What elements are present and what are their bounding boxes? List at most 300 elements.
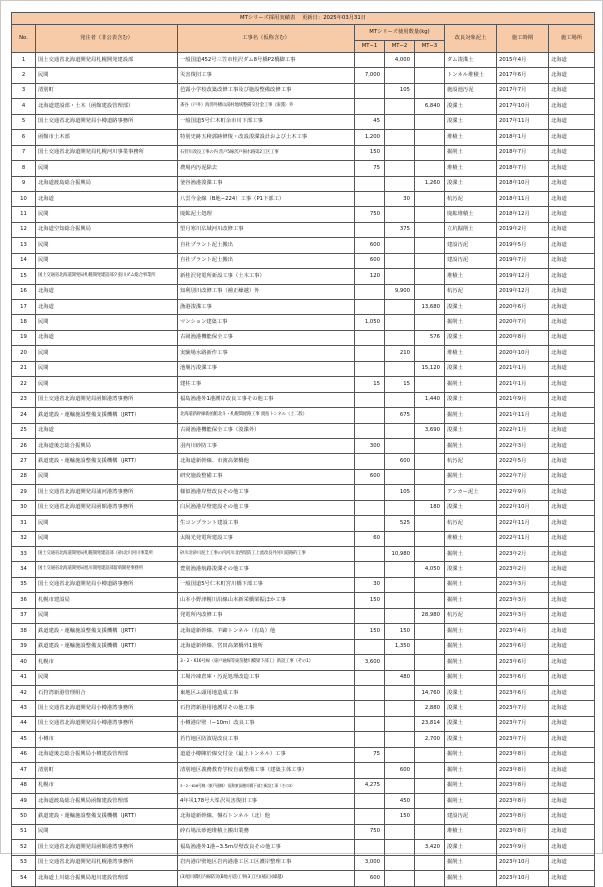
table-title-cell <box>12 13 595 25</box>
table-row <box>12 639 595 654</box>
period-cell: 2018年1月 <box>497 130 549 145</box>
target-soil-cell: 浚渫土 <box>445 562 497 577</box>
place-cell: 北海道 <box>549 284 595 299</box>
mt2-qty-cell <box>385 99 415 114</box>
table-row <box>12 716 595 731</box>
mt2-qty-cell: 4,000 <box>385 53 415 68</box>
mt3-qty-cell: 13,680 <box>415 300 445 315</box>
period-cell: 2023年10月 <box>497 871 549 886</box>
work-name-cell: 清別地区義務教育学校自前整備工事（建築主体工事） <box>178 763 355 778</box>
work-name-cell: 古岡漁港機能保全工事 <box>178 330 355 345</box>
place-cell: 北海道 <box>549 778 595 793</box>
client-cell: 民間 <box>36 469 178 484</box>
table-row <box>12 732 595 747</box>
place-cell: 北海道 <box>549 485 595 500</box>
mt1-qty-cell: 750 <box>355 824 385 839</box>
mt1-qty-cell <box>355 701 385 716</box>
work-name-cell: 石狩湾新港用地護岸その他工事 <box>178 701 355 716</box>
mt3-qty-cell <box>415 593 445 608</box>
place-cell: 北海道 <box>549 732 595 747</box>
table-row <box>12 392 595 407</box>
table-row <box>12 53 595 68</box>
period-cell: 2020年6月 <box>497 300 549 315</box>
table-row <box>12 114 595 129</box>
client-cell: 北海道後志総合振興局小樽建設管理部 <box>36 747 178 762</box>
client-cell: 鉄道建設・運輸施設整備支援機構（JRTT） <box>36 408 178 423</box>
mt2-qty-cell: 15 <box>385 377 415 392</box>
target-soil-cell: ダム浚渫土 <box>445 53 497 68</box>
period-cell: 2019年12月 <box>497 269 549 284</box>
mt3-qty-cell <box>415 377 445 392</box>
target-soil-cell: 杭汚泥 <box>445 454 497 469</box>
target-soil-cell: 杭汚泥 <box>445 516 497 531</box>
period-cell: 2021年9月 <box>497 392 549 407</box>
row-number: 25 <box>12 423 36 438</box>
mt2-qty-cell <box>385 330 415 345</box>
period-cell: 2019年5月 <box>497 238 549 253</box>
row-number: 8 <box>12 161 36 176</box>
work-name-cell: 漁港浚渫工事 <box>178 300 355 315</box>
client-cell: 札幌市 <box>36 778 178 793</box>
client-cell: 国土交通省北海道開発局旭川開発建設部留萌開発事務所 <box>36 562 178 577</box>
work-name-cell: 北海道新幹線、市渡高架橋他 <box>178 454 355 469</box>
period-cell: 2023年2月 <box>497 562 549 577</box>
mt1-qty-cell <box>355 516 385 531</box>
row-number: 50 <box>12 809 36 824</box>
place-cell: 北海道 <box>549 562 595 577</box>
mt1-qty-cell <box>355 639 385 654</box>
place-cell: 北海道 <box>549 68 595 83</box>
mt2-qty-cell <box>385 469 415 484</box>
mt3-qty-cell <box>415 315 445 330</box>
mt2-qty-cell: 105 <box>385 485 415 500</box>
mt3-qty-cell <box>415 577 445 592</box>
client-cell: 民間 <box>36 516 178 531</box>
mt1-qty-cell <box>355 794 385 809</box>
place-cell: 北海道 <box>549 593 595 608</box>
work-name-cell: 北海道新幹線新函館北斗・札幌間経路工事 渡島トンネル（上二股） <box>178 408 355 423</box>
period-cell: 2020年10月 <box>497 346 549 361</box>
table-row <box>12 176 595 191</box>
mt3-qty-cell <box>415 547 445 562</box>
table-row <box>12 423 595 438</box>
updated-date: 更新日：2025年03月31日 <box>302 14 367 21</box>
row-number: 34 <box>12 562 36 577</box>
mt3-qty-cell <box>415 871 445 886</box>
client-cell: 民間 <box>36 253 178 268</box>
row-number: 52 <box>12 840 36 855</box>
mt1-qty-cell <box>355 284 385 299</box>
mt3-qty-cell: 23,814 <box>415 716 445 731</box>
period-cell: 2023年2月 <box>497 547 549 562</box>
work-name-cell: 北海道新幹線、宮田高架橋外1箇所 <box>178 639 355 654</box>
header-place: 施工場所 <box>549 25 595 53</box>
table-row <box>12 824 595 839</box>
client-cell: 北海道渡島総合振興局 <box>36 176 178 191</box>
table-row <box>12 871 595 886</box>
place-cell: 北海道 <box>549 238 595 253</box>
place-cell: 北海道 <box>549 408 595 423</box>
period-cell: 2023年8月 <box>497 763 549 778</box>
place-cell: 北海道 <box>549 114 595 129</box>
place-cell: 北海道 <box>549 222 595 237</box>
mt3-qty-cell <box>415 438 445 453</box>
target-soil-cell: 杭汚泥 <box>445 191 497 206</box>
mt3-qty-cell <box>415 778 445 793</box>
row-number: 3 <box>12 83 36 98</box>
table-row <box>12 269 595 284</box>
target-soil-cell: 掘削土 <box>445 593 497 608</box>
mt2-qty-cell <box>385 855 415 870</box>
mt1-qty-cell <box>355 176 385 191</box>
table-row <box>12 300 595 315</box>
target-soil-cell: 掘削土 <box>445 855 497 870</box>
mt3-qty-cell <box>415 469 445 484</box>
mt1-qty-cell: 600 <box>355 238 385 253</box>
period-cell: 2017年7月 <box>497 83 549 98</box>
mt3-qty-cell: 576 <box>415 330 445 345</box>
row-number: 15 <box>12 269 36 284</box>
client-cell: 民間 <box>36 608 178 623</box>
client-cell: 民間 <box>36 346 178 361</box>
mt2-qty-cell <box>385 716 415 731</box>
place-cell: 北海道 <box>549 176 595 191</box>
mt2-qty-cell: 210 <box>385 346 415 361</box>
client-cell: 北海道建設部・土木（函館建設管理部） <box>36 99 178 114</box>
work-name-cell: 自社プラント泥土搬出 <box>178 238 355 253</box>
table-row <box>12 315 595 330</box>
row-number: 10 <box>12 191 36 206</box>
target-soil-cell: 浚渫土 <box>445 176 497 191</box>
period-cell: 2023年8月 <box>497 778 549 793</box>
mt2-qty-cell <box>385 207 415 222</box>
mt2-qty-cell <box>385 562 415 577</box>
mt1-qty-cell: 30 <box>355 577 385 592</box>
mt2-qty-cell: 150 <box>385 809 415 824</box>
mt1-qty-cell <box>355 608 385 623</box>
mt1-qty-cell <box>355 191 385 206</box>
row-number: 30 <box>12 500 36 515</box>
client-cell: 国土交通省北海道開発局小樽道路事務所 <box>36 577 178 592</box>
work-name-cell: 道道小樽陳於線交付金（最上トンネル）工事 <box>178 747 355 762</box>
client-cell: 民間 <box>36 161 178 176</box>
work-name-cell: 若竹地区防波堤改良工事 <box>178 732 355 747</box>
row-number: 46 <box>12 747 36 762</box>
mt2-qty-cell: 525 <box>385 516 415 531</box>
adoption-record-table <box>11 12 595 887</box>
work-name-cell: 豊別漁港航路浚渫その他工事 <box>178 562 355 577</box>
table-row <box>12 377 595 392</box>
period-cell: 2023年6月 <box>497 670 549 685</box>
mt3-qty-cell <box>415 346 445 361</box>
mt2-qty-cell: 105 <box>385 83 415 98</box>
target-soil-cell: 浚渫土 <box>445 500 497 515</box>
header-mt1: MT−1 <box>355 41 385 53</box>
mt2-qty-cell <box>385 608 415 623</box>
mt2-qty-cell <box>385 701 415 716</box>
place-cell: 北海道 <box>549 608 595 623</box>
table-row <box>12 238 595 253</box>
work-name-cell: 実験場水路新作工事 <box>178 346 355 361</box>
place-cell: 北海道 <box>549 855 595 870</box>
mt2-qty-cell <box>385 269 415 284</box>
mt1-qty-cell <box>355 809 385 824</box>
mt1-qty-cell <box>355 716 385 731</box>
mt2-qty-cell: 675 <box>385 408 415 423</box>
mt1-qty-cell: 75 <box>355 747 385 762</box>
target-soil-cell: 掘削土 <box>445 624 497 639</box>
place-cell: 北海道 <box>549 377 595 392</box>
target-soil-cell: 建設汚泥 <box>445 238 497 253</box>
table-row <box>12 191 595 206</box>
mt2-qty-cell: 10,980 <box>385 547 415 562</box>
table-row <box>12 685 595 700</box>
mt1-qty-cell: 75 <box>355 161 385 176</box>
table-row <box>12 608 595 623</box>
period-cell: 2023年8月 <box>497 809 549 824</box>
mt1-qty-cell <box>355 500 385 515</box>
mt1-qty-cell <box>355 485 385 500</box>
mt3-qty-cell <box>415 145 445 160</box>
mt3-qty-cell <box>415 238 445 253</box>
row-number: 49 <box>12 794 36 809</box>
target-soil-cell: 浚渫土 <box>445 114 497 129</box>
client-cell: 国土交通省北海道開発局小樽港湾事務所 <box>36 716 178 731</box>
place-cell: 北海道 <box>549 794 595 809</box>
client-cell: 民間 <box>36 315 178 330</box>
target-soil-cell: 掘削土 <box>445 639 497 654</box>
table-row <box>12 593 595 608</box>
place-cell: 北海道 <box>549 438 595 453</box>
target-soil-cell: トンネル堆積土 <box>445 68 497 83</box>
work-name-cell: 岩内港岸壁地区岩内港港工区工区護岸整理工事 <box>178 855 355 870</box>
table-row <box>12 562 595 577</box>
table-row <box>12 855 595 870</box>
table-row <box>12 840 595 855</box>
client-cell: 民間 <box>36 207 178 222</box>
header-period: 施工時期 <box>497 25 549 53</box>
mt2-qty-cell <box>385 300 415 315</box>
mt3-qty-cell <box>415 83 445 98</box>
table-row <box>12 130 595 145</box>
target-soil-cell: 掘削土 <box>445 577 497 592</box>
row-number: 35 <box>12 577 36 592</box>
mt1-qty-cell: 750 <box>355 207 385 222</box>
period-cell: 2019年2月 <box>497 222 549 237</box>
header-target: 改良対象泥土 <box>445 25 497 53</box>
mt2-qty-cell <box>385 176 415 191</box>
table-row <box>12 531 595 546</box>
mt1-qty-cell <box>355 83 385 98</box>
row-number: 21 <box>12 361 36 376</box>
work-name-cell: 北海道新幹線、盤石トンネル（北）他 <box>178 809 355 824</box>
table-row <box>12 222 595 237</box>
period-cell: 2020年8月 <box>497 330 549 345</box>
place-cell: 北海道 <box>549 392 595 407</box>
client-cell: 民間 <box>36 670 178 685</box>
period-cell: 2023年6月 <box>497 655 549 670</box>
client-cell: 国土交通省北海道開発局小樽道路事務所 <box>36 114 178 129</box>
mt3-qty-cell: 28,980 <box>415 608 445 623</box>
work-name-cell: 建柱工事 <box>178 377 355 392</box>
place-cell: 北海道 <box>549 840 595 855</box>
table-row <box>12 516 595 531</box>
period-cell: 2022年5月 <box>497 454 549 469</box>
work-name-cell: 様似漁港岸壁改良その他工事 <box>178 485 355 500</box>
row-number: 5 <box>12 114 36 129</box>
document-title: MTシリーズ採用実績表 <box>240 14 296 21</box>
mt3-qty-cell <box>415 485 445 500</box>
mt1-qty-cell: 150 <box>355 624 385 639</box>
client-cell: 清別町 <box>36 83 178 98</box>
mt3-qty-cell <box>415 824 445 839</box>
mt3-qty-cell <box>415 68 445 83</box>
mt2-qty-cell <box>385 871 415 886</box>
row-number: 47 <box>12 763 36 778</box>
client-cell: 北海道 <box>36 423 178 438</box>
mt1-qty-cell: 60 <box>355 531 385 546</box>
header-row <box>12 25 595 41</box>
period-cell: 2018年12月 <box>497 207 549 222</box>
place-cell: 北海道 <box>549 207 595 222</box>
mt2-qty-cell <box>385 824 415 839</box>
mt1-qty-cell <box>355 562 385 577</box>
place-cell: 北海道 <box>549 655 595 670</box>
mt3-qty-cell: 1,260 <box>415 176 445 191</box>
client-cell: 北海道 <box>36 330 178 345</box>
target-soil-cell: 施設池汚泥 <box>445 83 497 98</box>
mt2-qty-cell <box>385 114 415 129</box>
work-name-cell: 廃鉱泥土処理 <box>178 207 355 222</box>
work-name-cell: 3・2・616号線（東戸通線等東苗穂川橋梁下部工）新設工事（その1） <box>178 655 355 670</box>
target-soil-cell: 浚渫土 <box>445 423 497 438</box>
work-name-cell: 工場冷凍倉庫・汚泥処理改造工事 <box>178 670 355 685</box>
mt3-qty-cell <box>415 855 445 870</box>
client-cell: 北海道渡島総合振興局函館建設管理部 <box>36 794 178 809</box>
client-cell: 民間 <box>36 68 178 83</box>
mt3-qty-cell <box>415 161 445 176</box>
table-row <box>12 624 595 639</box>
mt2-qty-cell: 480 <box>385 670 415 685</box>
row-number: 51 <box>12 824 36 839</box>
mt1-qty-cell: 600 <box>355 871 385 886</box>
table-body <box>12 53 595 887</box>
mt1-qty-cell <box>355 454 385 469</box>
mt2-qty-cell: 150 <box>385 624 415 639</box>
period-cell: 2018年7月 <box>497 145 549 160</box>
mt2-qty-cell: 1,350 <box>385 639 415 654</box>
work-name-cell: 生コンプラント建設工事 <box>178 516 355 531</box>
mt1-qty-cell <box>355 547 385 562</box>
period-cell: 2018年10月 <box>497 176 549 191</box>
table-row <box>12 547 595 562</box>
place-cell: 北海道 <box>549 624 595 639</box>
table-row <box>12 145 595 160</box>
mt3-qty-cell <box>415 516 445 531</box>
table-row <box>12 747 595 762</box>
mt1-qty-cell <box>355 346 385 361</box>
client-cell: 国土交通省北海道開発局札幌開発建設部夕張川ダム総合事業所 <box>36 269 178 284</box>
mt1-qty-cell <box>355 408 385 423</box>
client-cell: 北海道上川総合振興局旭川建設管理部 <box>36 871 178 886</box>
target-soil-cell: 浚渫土 <box>445 392 497 407</box>
work-name-cell: 知利別川改修工事（補正繰越）外 <box>178 284 355 299</box>
table-row <box>12 485 595 500</box>
client-cell: 北海道後志総合振興局 <box>36 438 178 453</box>
period-cell: 2023年7月 <box>497 701 549 716</box>
mt2-qty-cell <box>385 577 415 592</box>
work-name-cell: 4年災178号大峯沢災害復旧工事 <box>178 794 355 809</box>
mt3-qty-cell <box>415 747 445 762</box>
target-soil-cell: 浚渫土 <box>445 99 497 114</box>
client-cell: 鉄道建設・運輸施設整備支援機構（JRTT） <box>36 809 178 824</box>
row-number: 24 <box>12 408 36 423</box>
work-name-cell: 一般国道5号仁木町余市川下部工事 <box>178 114 355 129</box>
row-number: 13 <box>12 238 36 253</box>
mt2-qty-cell <box>385 840 415 855</box>
mt2-qty-cell <box>385 500 415 515</box>
work-name-cell: 発電所内改修工事 <box>178 608 355 623</box>
client-cell: 国土交通省北海道開発局札幌港湾事務所 <box>36 855 178 870</box>
table-row <box>12 577 595 592</box>
table-row <box>12 68 595 83</box>
header-usage: MTシリーズ使用数量(kg) <box>355 25 445 41</box>
row-number: 6 <box>12 130 36 145</box>
client-cell: 民間 <box>36 377 178 392</box>
client-cell: 北海道 <box>36 300 178 315</box>
work-name-cell: 特別史跡五稜郭跡修復・改設浚渫設計および土木工事 <box>178 130 355 145</box>
mt2-qty-cell <box>385 732 415 747</box>
period-cell: 2022年11月 <box>497 516 549 531</box>
period-cell: 2021年1月 <box>497 377 549 392</box>
table-row <box>12 778 595 793</box>
work-name-cell: 自社プラント泥土搬出 <box>178 253 355 268</box>
work-name-cell: 研究施設整備工事 <box>178 469 355 484</box>
place-cell: 北海道 <box>549 161 595 176</box>
place-cell: 北海道 <box>549 454 595 469</box>
work-name-cell: 一般国道5号仁木町宮川橋下部工事 <box>178 577 355 592</box>
period-cell: 2018年11月 <box>497 191 549 206</box>
work-name-cell: 太陽光発電所建設工事 <box>178 531 355 546</box>
table-row <box>12 438 595 453</box>
client-cell: 国土交通省北海道開発局函館港湾事務所 <box>36 840 178 855</box>
row-number: 43 <box>12 701 36 716</box>
place-cell: 北海道 <box>549 191 595 206</box>
work-name-cell: 3・2・616号線（東戸通線） 仮称東苗穂川橋下部工新設工事（その3） <box>178 778 355 793</box>
header-mt2: MT−2 <box>385 41 415 53</box>
row-number: 16 <box>12 284 36 299</box>
period-cell: 2019年12月 <box>497 284 549 299</box>
mt2-qty-cell <box>385 438 415 453</box>
row-number: 42 <box>12 685 36 700</box>
row-number: 1 <box>12 53 36 68</box>
place-cell: 北海道 <box>549 500 595 515</box>
work-name-cell: マンション建築工事 <box>178 315 355 330</box>
mt3-qty-cell <box>415 809 445 824</box>
target-soil-cell: 堆積土 <box>445 130 497 145</box>
mt3-qty-cell: 4,050 <box>415 562 445 577</box>
table-row <box>12 469 595 484</box>
client-cell: 国土交通省北海道開発局函館港湾事務所 <box>36 392 178 407</box>
place-cell: 北海道 <box>549 547 595 562</box>
row-number: 41 <box>12 670 36 685</box>
target-soil-cell: 浚渫土 <box>445 701 497 716</box>
row-number: 38 <box>12 624 36 639</box>
mt1-qty-cell <box>355 685 385 700</box>
row-number: 9 <box>12 176 36 191</box>
mt3-qty-cell: 3,420 <box>415 840 445 855</box>
client-cell: 北海道 <box>36 284 178 299</box>
